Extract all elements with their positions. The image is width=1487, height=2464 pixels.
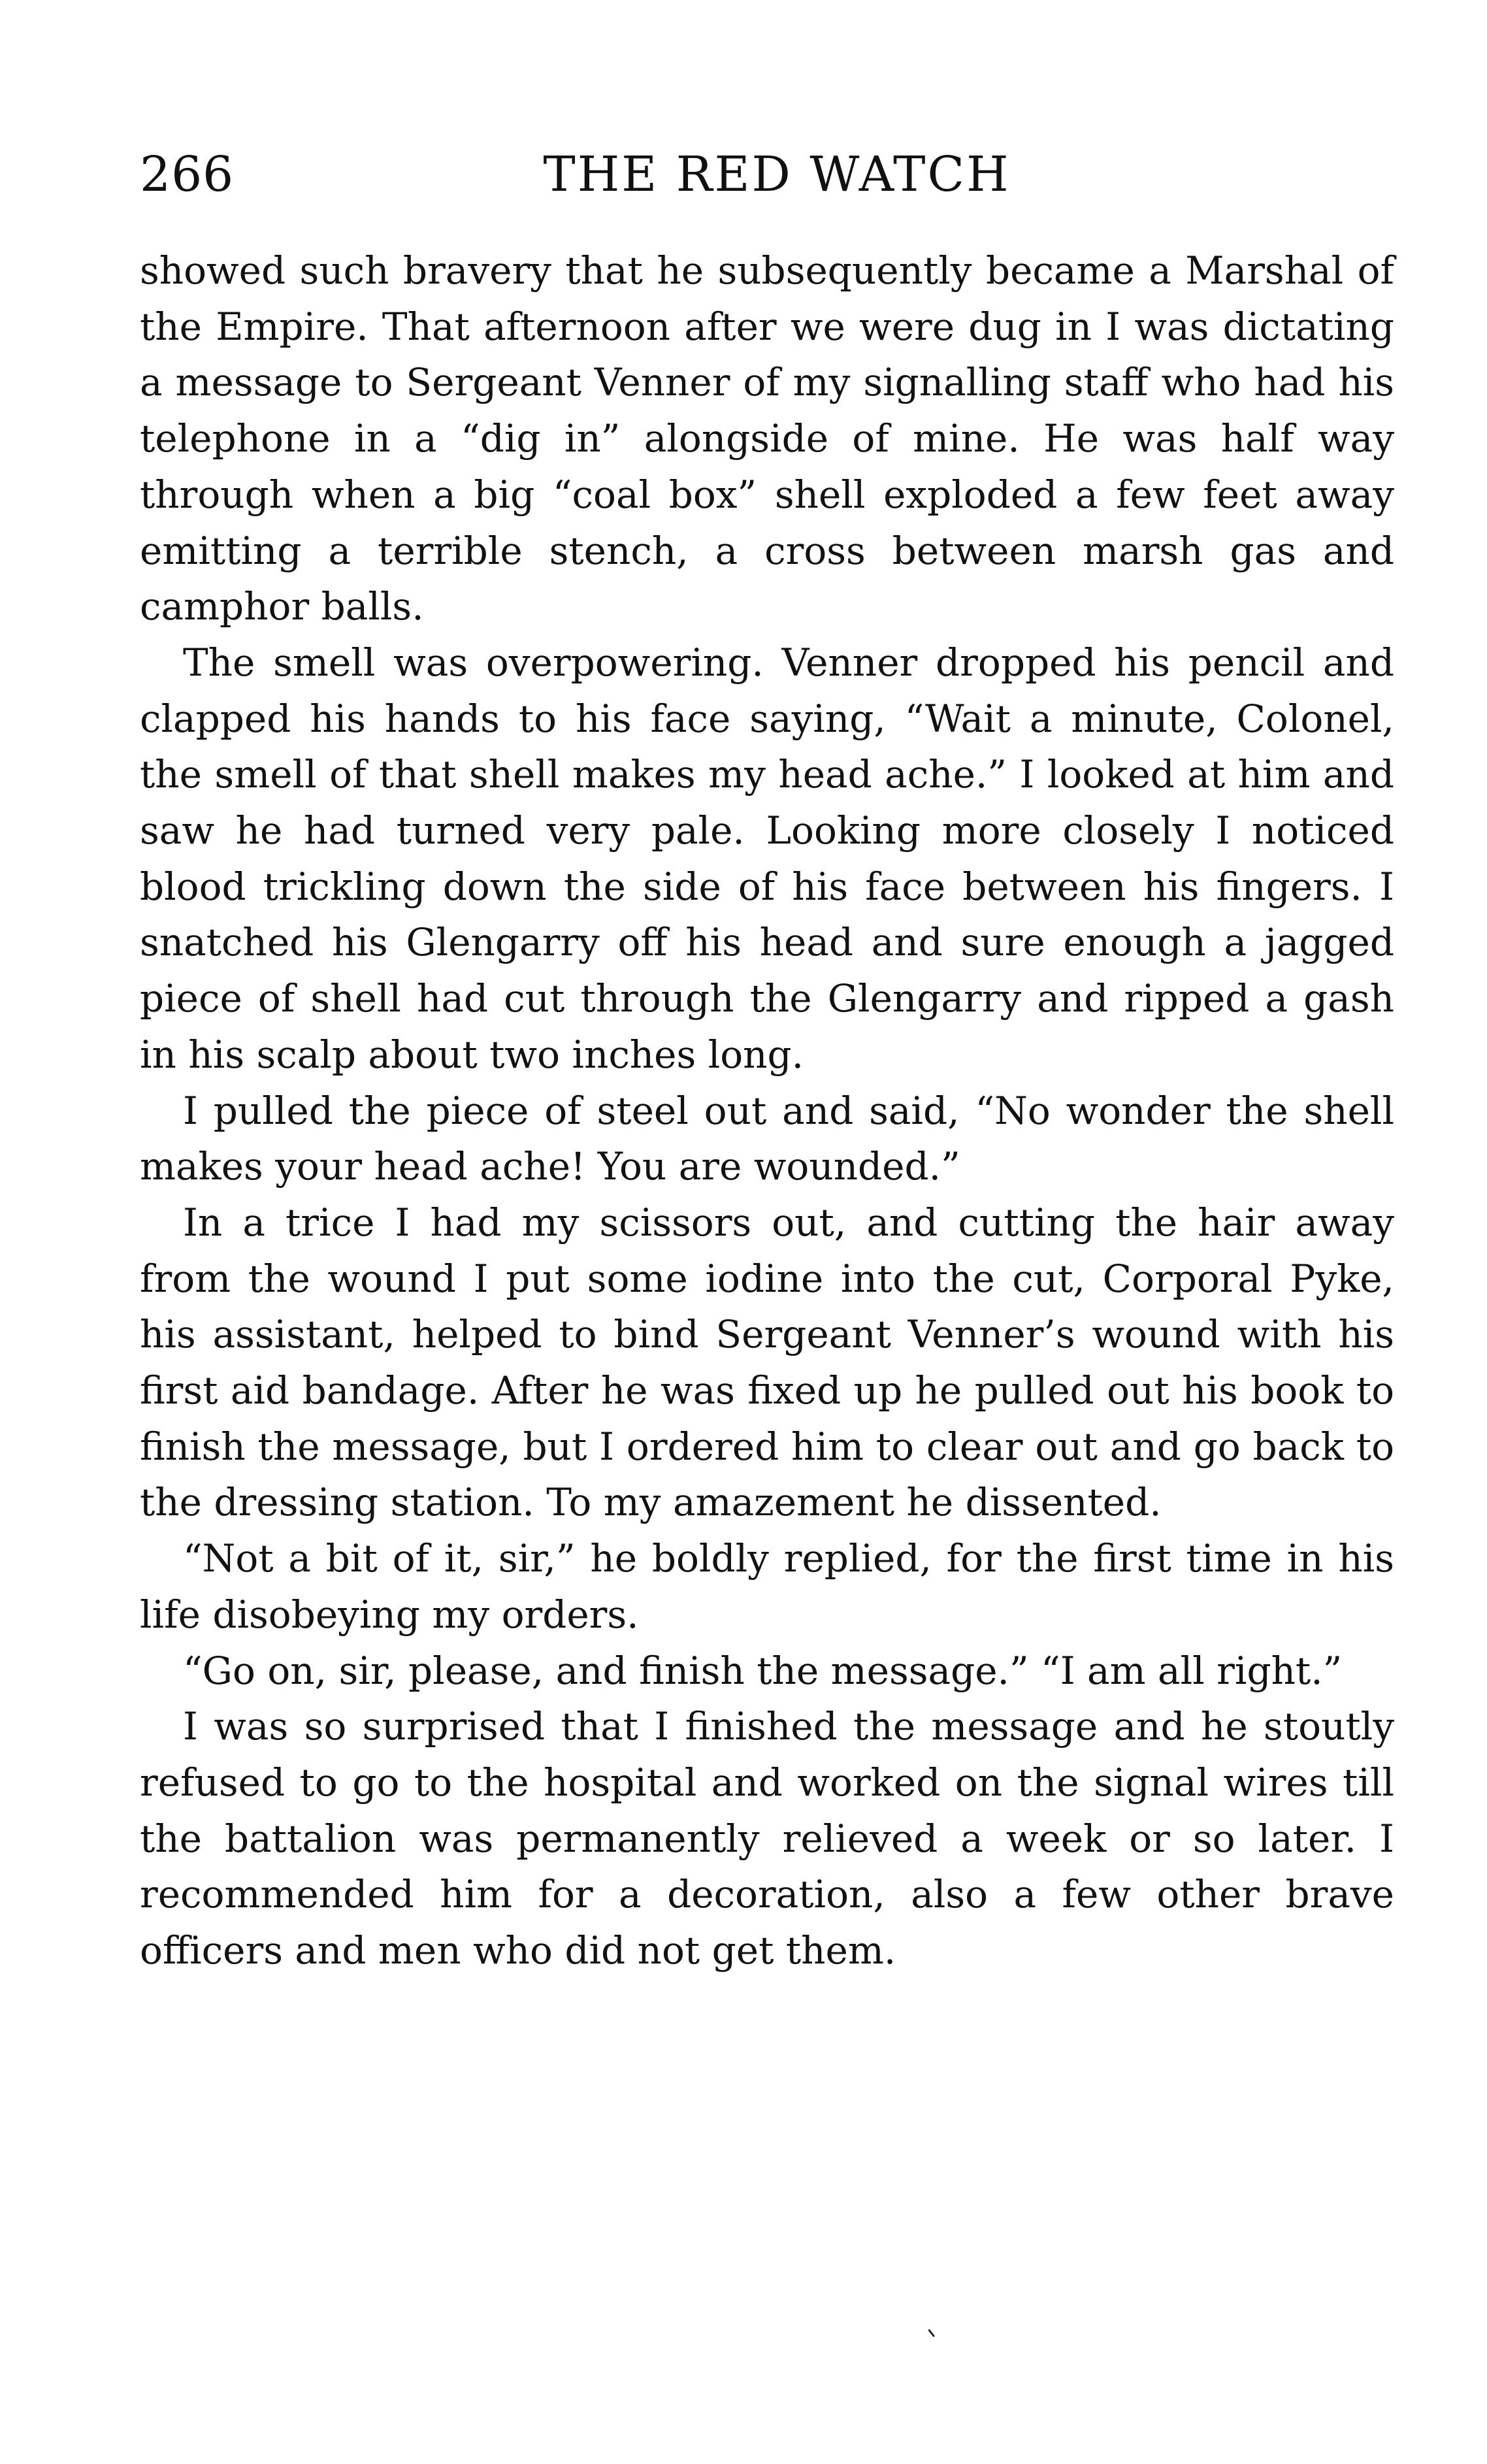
ink-speck	[928, 2329, 935, 2337]
paragraph: I pulled the piece of steel out and said, “No wonder the shell makes your head ache! You are wounded.”	[140, 1088, 1394, 1189]
running-head	[140, 139, 1394, 210]
paragraph: In a trice I had my scissors out, and cutting the hair away from the wound I put some iodine into the cut, Corporal Pyke, his assistant, helped to bind Sergeant Venner’s wound with his first aid bandage. After he was fixed up he pulled out his book to finish the message, but I ordered him to clear out and go back to the dressing station. To my amazement he dissented.	[140, 1200, 1394, 1525]
paragraph: showed such bravery that he subsequently became a Marshal of the Empire. That afternoon after we were dug in I was dictating a message to Sergeant Venner of my signalling staff who had his telephone in a “dig in” alongside of mine. He was half way through when a big “coal box” shell exploded a few feet away emitting a terrible stench, a cross between marsh gas and camphor balls.	[140, 248, 1394, 629]
paragraph: “Not a bit of it, sir,” he boldly replied, for the first time in his life disobeying my orders.	[140, 1536, 1394, 1637]
paragraph: I was so surprised that I finished the message and he stoutly refused to go to the hospital and worked on the signal wires till the battalion was permanently relieved a week or so later. I recommended him for a decoration, also a few other brave officers and men who did not get them.	[140, 1704, 1394, 1973]
page-number: 266	[140, 146, 235, 203]
running-title: THE RED WATCH	[543, 146, 1011, 203]
paragraph: The smell was overpowering. Venner dropped his pencil and clapped his hands to his face saying, “Wait a minute, Colonel, the smell of that shell makes my head ache.” I looked at him and saw he had turned very pale. Looking more closely I noticed blood trickling down the side of his face between his fingers. I snatched his Glengarry off his head and sure enough a jagged piece of shell had cut through the Glengarry and ripped a gash in his scalp about two inches long.	[140, 640, 1394, 1077]
body-text	[140, 243, 1394, 1979]
paragraph: “Go on, sir, please, and finish the message.” “I am all right.”	[183, 1648, 1343, 1693]
